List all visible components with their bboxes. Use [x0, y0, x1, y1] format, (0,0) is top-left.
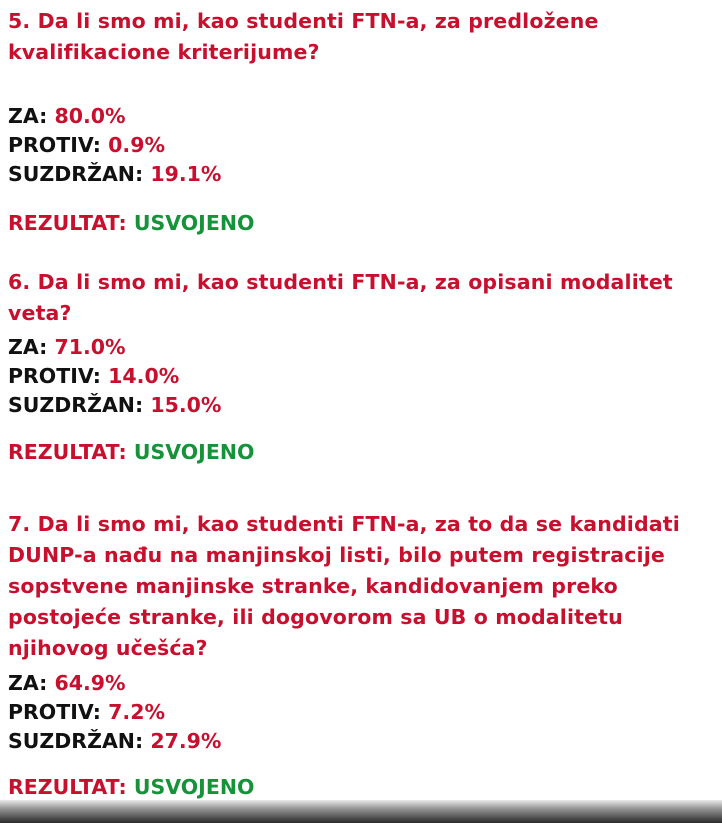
- vote-suzdrzan-value: 15.0%: [150, 393, 222, 417]
- question-block-5: [8, 6, 712, 68]
- vote-protiv-value: 7.2%: [108, 700, 165, 724]
- vote-suzdrzan-value: 27.9%: [150, 729, 222, 753]
- vote-list-6: [8, 333, 712, 420]
- bottom-shadow: [0, 800, 722, 823]
- question-text: 6. Da li smo mi, kao studenti FTN-a, za opisani modalitet veta?: [8, 270, 673, 325]
- vote-list-7: [8, 669, 712, 756]
- vote-protiv: PROTIV: 14.0%: [8, 364, 180, 388]
- vote-suzdrzan: SUZDRŽAN: 27.9%: [8, 729, 222, 753]
- result-7: REZULTAT: USVOJENO: [8, 775, 255, 799]
- question-block-7: [8, 509, 712, 664]
- result-status: USVOJENO: [133, 211, 255, 235]
- vote-protiv: PROTIV: 7.2%: [8, 700, 165, 724]
- vote-za: ZA: 71.0%: [8, 335, 126, 359]
- vote-list-5: [8, 102, 712, 189]
- result-status: USVOJENO: [133, 775, 255, 799]
- question-text: 7. Da li smo mi, kao studenti FTN-a, za to da se kandidati DUNP-a nađu na manjinskoj listi, bilo putem registracije sopstvene manjinske stranke, kandidovanjem preko postojeće stranke, ili dogovorom sa UB o modalitetu njihovog učešća?: [8, 512, 680, 660]
- vote-protiv-value: 0.9%: [108, 133, 165, 157]
- question-text: 5. Da li smo mi, kao studenti FTN-a, za predložene kvalifikacione kriterijume?: [8, 9, 599, 64]
- vote-za-value: 71.0%: [54, 335, 126, 359]
- vote-suzdrzan-value: 19.1%: [150, 162, 222, 186]
- question-block-6: [8, 267, 712, 329]
- vote-za-value: 64.9%: [54, 671, 126, 695]
- vote-protiv-value: 14.0%: [108, 364, 180, 388]
- result-6: REZULTAT: USVOJENO: [8, 440, 255, 464]
- result-status: USVOJENO: [133, 440, 255, 464]
- vote-protiv: PROTIV: 0.9%: [8, 133, 165, 157]
- vote-za: ZA: 80.0%: [8, 104, 126, 128]
- vote-suzdrzan: SUZDRŽAN: 15.0%: [8, 393, 222, 417]
- vote-za-value: 80.0%: [54, 104, 126, 128]
- vote-za: ZA: 64.9%: [8, 671, 126, 695]
- vote-suzdrzan: SUZDRŽAN: 19.1%: [8, 162, 222, 186]
- result-5: REZULTAT: USVOJENO: [8, 211, 255, 235]
